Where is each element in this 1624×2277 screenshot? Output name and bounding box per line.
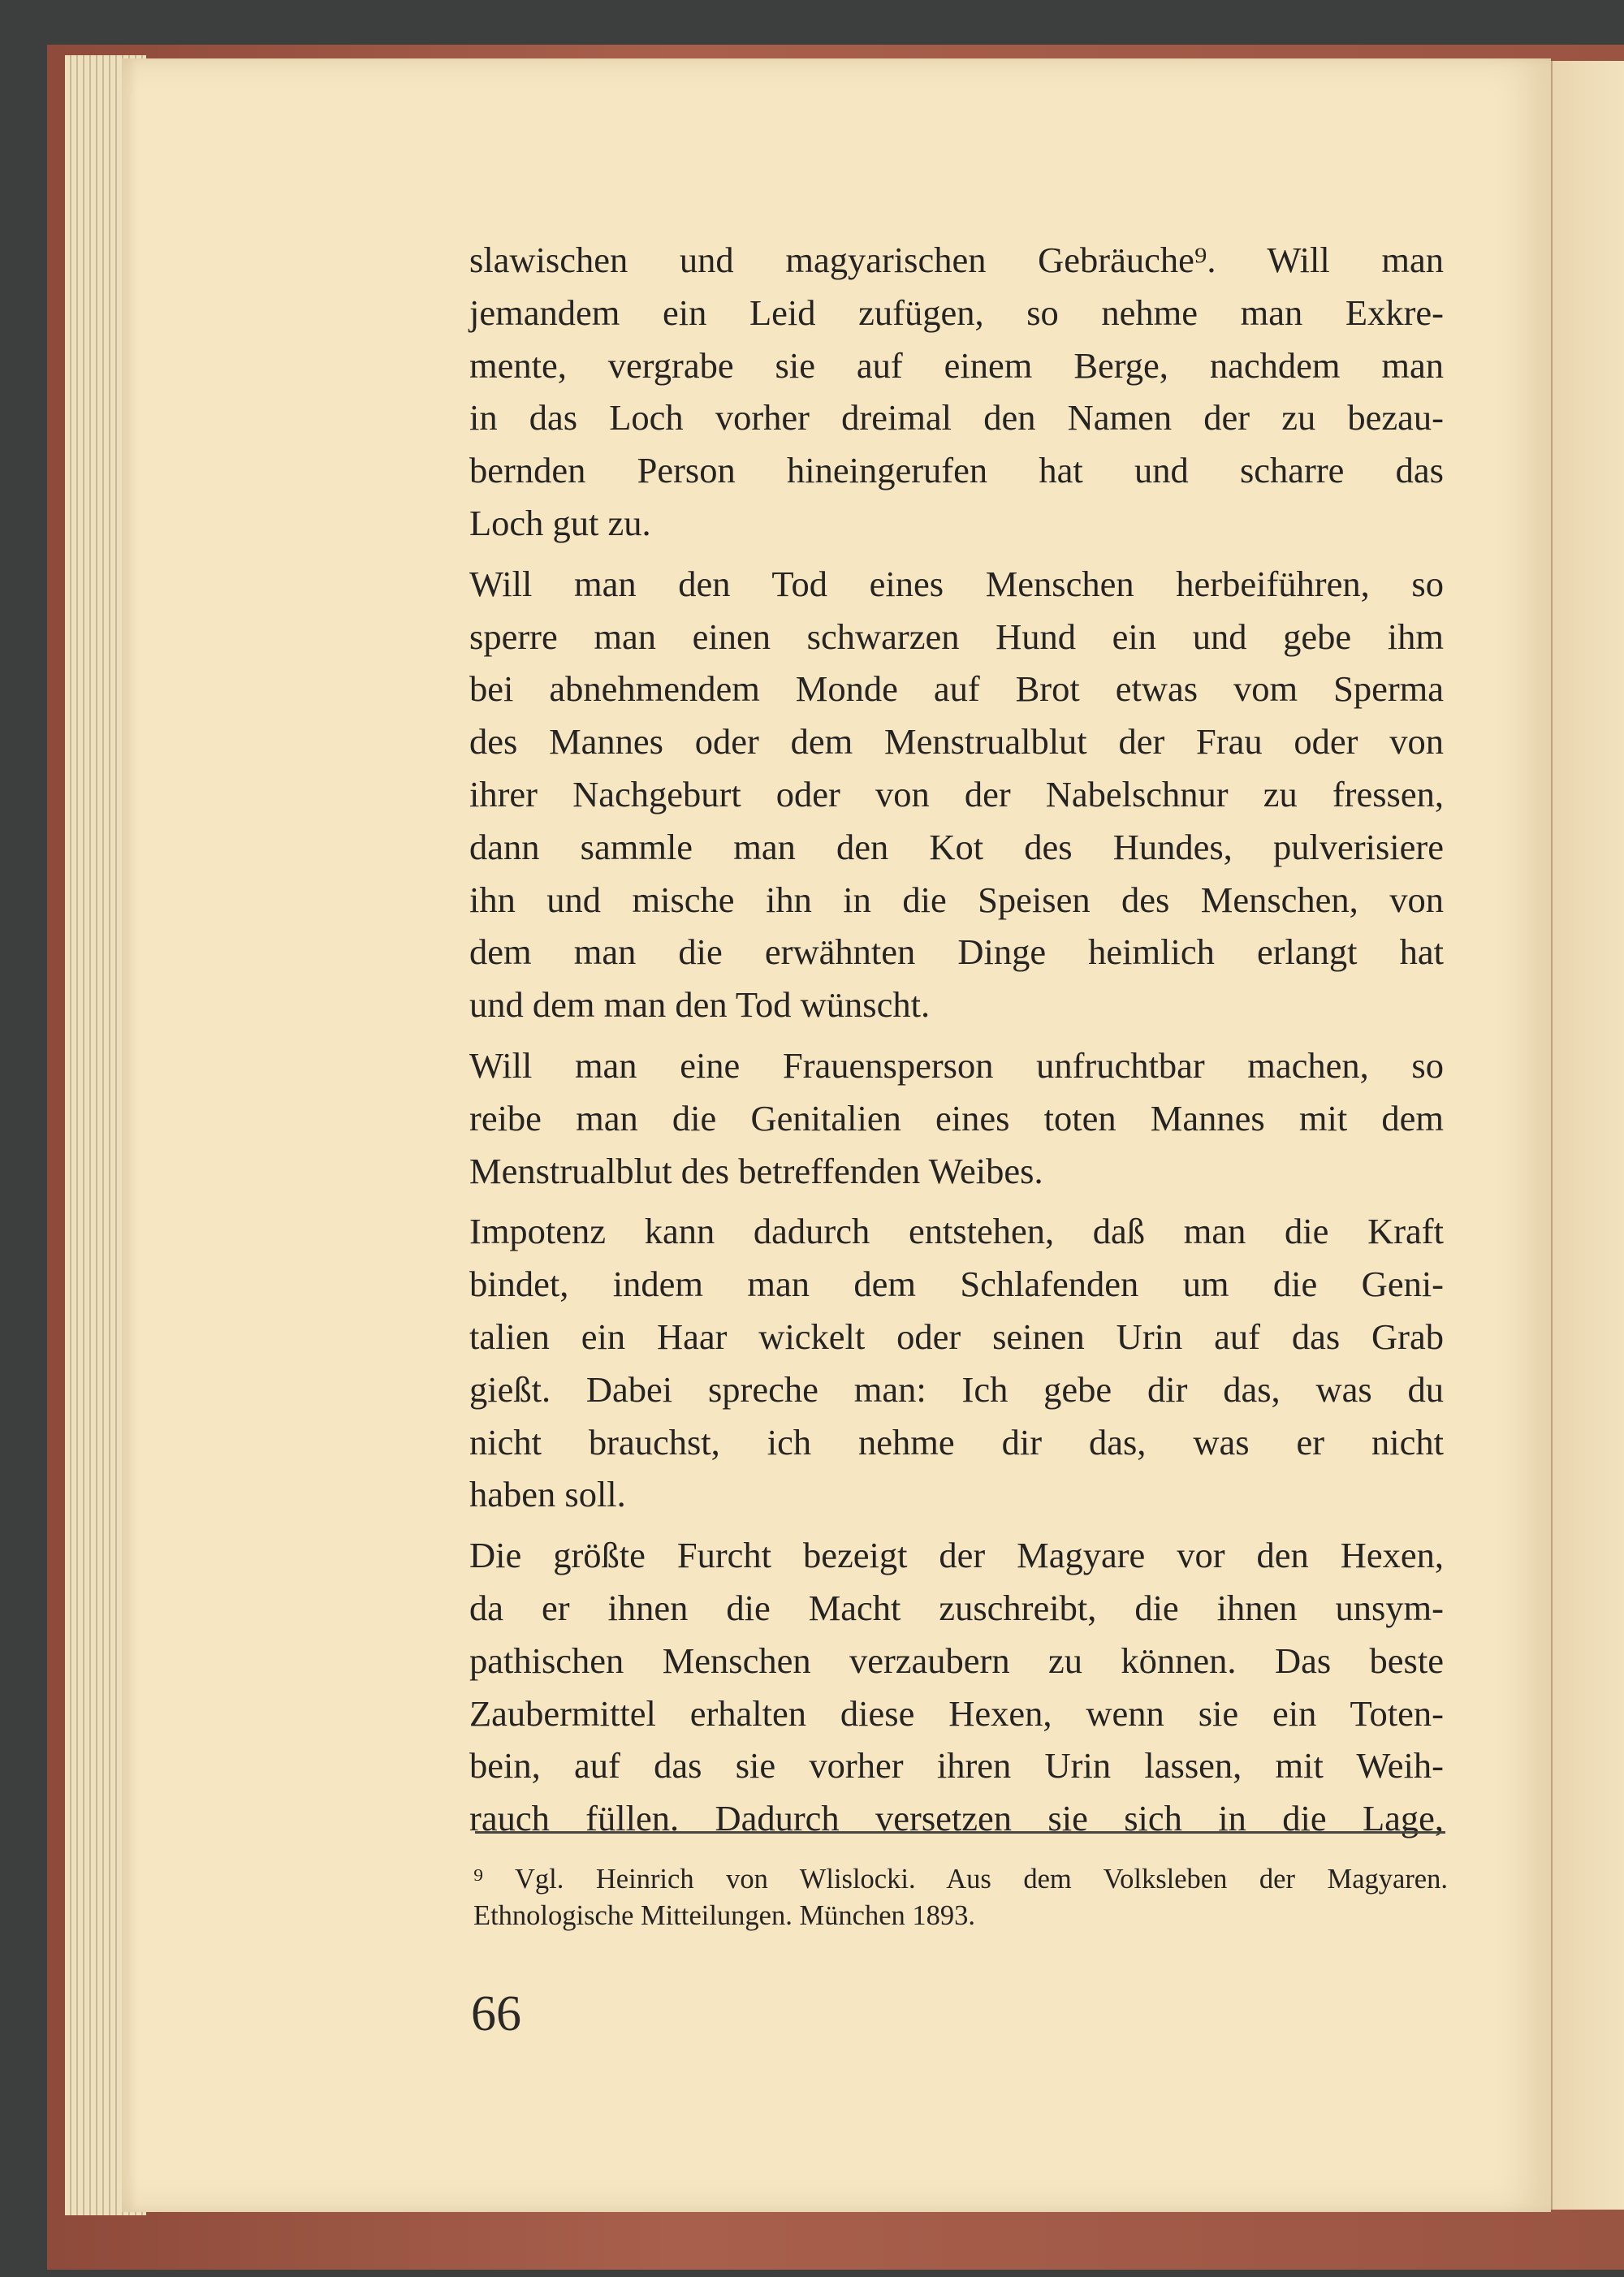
text-line: nicht brauchst, ich nehme dir das, was er nicht [469, 1421, 1444, 1463]
text-line: in das Loch vorher dreimal den Namen der zu bezau- [469, 397, 1444, 439]
text-line: bindet, indem man dem Schlafenden um die Geni- [469, 1264, 1444, 1305]
text-line: bernden Person hineingerufen hat und scharre das [469, 450, 1444, 491]
text-line: Zaubermittel erhalten diese Hexen, wenn sie ein Toten- [469, 1692, 1444, 1734]
text-line: ihn und mische ihn in die Speisen des Menschen, von [469, 879, 1444, 920]
text-line: Die größte Furcht bezeigt der Magyare vor den Hexen, [469, 1535, 1444, 1576]
text-line: slawischen und magyarischen Gebräuche⁹. Will man [469, 240, 1444, 280]
text-line: mente, vergrabe sie auf einem Berge, nachdem man [469, 344, 1444, 386]
text-line: bein, auf das sie vorher ihren Urin lassen, mit Weih- [469, 1745, 1444, 1787]
text-line: dann sammle man den Kot des Hundes, pulverisiere [469, 826, 1444, 867]
text-line: Menstrualblut des betreffenden Weibes. [469, 1150, 1043, 1191]
page-number: 66 [471, 1986, 521, 2042]
text-line: gießt. Dabei spreche man: Ich gebe dir das, was du [469, 1368, 1444, 1410]
text-line: jemandem ein Leid zufügen, so nehme man Exkre- [469, 292, 1444, 333]
paragraph-4 [469, 1205, 1444, 1521]
footnote [473, 1861, 1448, 1934]
text-line: und dem man den Tod wünscht. [469, 984, 931, 1026]
body-text [469, 234, 1444, 1853]
text-line: sperre man einen schwarzen Hund ein und gebe ihm [469, 616, 1444, 657]
footnote-line: ⁹ Vgl. Heinrich von Wlislocki. Aus dem Volksleben der Magyaren. [473, 1864, 1448, 1895]
footnote-divider [475, 1831, 1445, 1834]
text-line: da er ihnen die Macht zuschreibt, die ihnen unsym- [469, 1587, 1444, 1628]
text-line: talien ein Haar wickelt oder seinen Urin auf das Grab [469, 1316, 1444, 1357]
footnote-line: Ethnologische Mitteilungen. München 1893. [473, 1900, 976, 1931]
text-line: Will man eine Frauensperson unfruchtbar machen, so [469, 1044, 1444, 1086]
text-line: Will man den Tod eines Menschen herbeiführen, so [469, 563, 1444, 604]
text-line: reibe man die Genitalien eines toten Mannes mit dem [469, 1097, 1444, 1138]
paragraph-2 [469, 558, 1444, 1031]
text-line: dem man die erwähnten Dinge heimlich erlangt hat [469, 931, 1444, 973]
text-line: des Mannes oder dem Menstrualblut der Frau oder von [469, 721, 1444, 763]
text-line: pathischen Menschen verzaubern zu können. Das beste [469, 1640, 1444, 1681]
text-line: Loch gut zu. [469, 502, 651, 543]
paragraph-1 [469, 234, 1444, 550]
paragraph-5 [469, 1529, 1444, 1845]
text-line: haben soll. [469, 1474, 626, 1515]
text-line: ihrer Nachgeburt oder von der Nabelschnur zu fressen, [469, 773, 1444, 814]
text-line: Impotenz kann dadurch entstehen, daß man die Kraft [469, 1211, 1444, 1252]
facing-page-edge [1551, 61, 1624, 2210]
text-line: rauch füllen. Dadurch versetzen sie sich in die Lage, [469, 1798, 1444, 1839]
text-line: bei abnehmendem Monde auf Brot etwas vom Sperma [469, 668, 1444, 710]
paragraph-3 [469, 1039, 1444, 1197]
